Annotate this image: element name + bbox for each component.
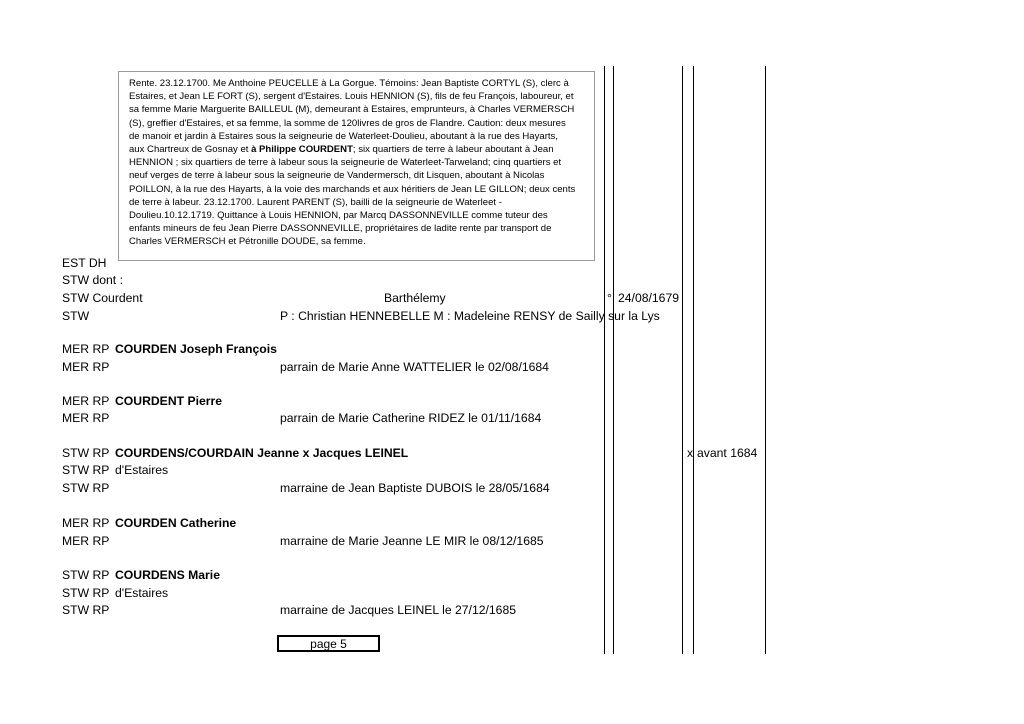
birth-mark: °: [607, 291, 612, 305]
column-rule: [765, 66, 766, 654]
note-line: Rente. 23.12.1700. Me Anthoine PEUCELLE à La Gorgue. Témoins: Jean Baptiste CORTYL (S), clerc à: [129, 78, 569, 89]
entry-detail: marraine de Marie Jeanne LE MIR le 08/12/1685: [280, 534, 544, 548]
entry-detail: parrain de Marie Catherine RIDEZ le 01/11/1684: [280, 411, 542, 425]
entry-origin: d'Estaires: [115, 463, 169, 477]
entry-code: MER RP: [62, 342, 110, 356]
note-line: POILLON, à la rue des Hayarts, à la voie des marchands et aux héritiers de Jean LE GILLON; deux cents: [129, 183, 576, 195]
parents-line: P : Christian HENNEBELLE M : Madeleine RENSY de Sailly sur la Lys: [280, 309, 660, 323]
note-line: Doulieu.10.12.1719. Quittance à Louis HENNION, par Marcq DASSONNEVILLE comme tuteur des: [129, 210, 548, 222]
note-highlight: à Philippe COURDENT: [251, 144, 353, 156]
note-line: de manoir et jardin à Estaires sous la seigneurie de Waterleet-Doulieu, aboutant à la rue des Hayarts,: [129, 130, 558, 142]
entry-code: MER RP: [62, 534, 110, 548]
stw-label: STW: [62, 309, 90, 323]
note-line: neuf verges de terre à labeur sous la seigneurie de Vandermersch, dit Lisquen, aboutant à Nicolas: [129, 170, 545, 182]
entry-name: COURDEN Joseph François: [115, 342, 277, 356]
entry-code: STW RP: [62, 463, 110, 477]
note-line: Charles VERMERSCH et Pétronille DOUDE, sa femme.: [129, 236, 366, 248]
note-line: de terre à labeur. 23.12.1700. Laurent PARENT (S), bailli de la seigneurie de Waterleet -: [129, 196, 502, 208]
note-line: aux Chartreux de Gosnay et à Philippe COURDENT; six quartiers de terre à labeur aboutant à Jean: [129, 144, 554, 156]
entry-detail: marraine de Jacques LEINEL le 27/12/1685: [280, 603, 517, 617]
column-rule: [693, 66, 694, 654]
note-line: Estaires, et Jean LE FORT (S), sergent d'Estaires. Louis HENNION (S), fils de feu François, laboureur, et: [129, 91, 574, 103]
stw-dont-label: STW dont :: [62, 273, 123, 287]
note-line: (S), greffier d'Estaires, et sa femme, la somme de 120livres de gros de Flandre. Caution: deux mesures: [129, 117, 566, 129]
entry-code: STW RP: [62, 603, 110, 617]
column-rule: [682, 66, 683, 654]
page-number: page 5: [310, 637, 347, 651]
note-line: HENNION ; six quartiers de terre à labeur sous la seigneurie de Waterleet-Tarweland; cinq quartiers et: [129, 157, 562, 169]
column-rule: [604, 66, 605, 654]
firstname: Barthélemy: [384, 291, 446, 305]
page-number-box: [277, 635, 380, 652]
entry-detail: marraine de Jean Baptiste DUBOIS le 28/05/1684: [280, 481, 550, 495]
note-line: sa femme Marie Marguerite BAILLEUL (M), demeurant à Estaires, emprunteurs, à Charles VERMERSCH: [129, 104, 575, 116]
entry-name: COURDENS Marie: [115, 568, 220, 582]
stw-courdent-label: STW Courdent: [62, 291, 143, 305]
marriage-mark: x: [687, 446, 694, 460]
entry-code: MER RP: [62, 394, 110, 408]
entry-code: STW RP: [62, 446, 110, 460]
marriage-note: avant 1684: [697, 446, 758, 460]
entry-origin: d'Estaires: [115, 586, 169, 600]
entry-code: STW RP: [62, 586, 110, 600]
column-rule: [613, 66, 614, 654]
entry-code: MER RP: [62, 411, 110, 425]
est-dh-label: EST DH: [62, 256, 107, 270]
entry-code: MER RP: [62, 516, 110, 530]
entry-name: COURDENT Pierre: [115, 394, 223, 408]
notarial-note-box: [118, 71, 595, 261]
entry-name: COURDEN Catherine: [115, 516, 237, 530]
note-line: enfants mineurs de feu Jean Pierre DASSONNEVILLE, propriétaires de ladite rente par transport de: [129, 223, 552, 235]
entry-detail: parrain de Marie Anne WATTELIER le 02/08/1684: [280, 360, 549, 374]
birth-date: 24/08/1679: [618, 291, 679, 305]
entry-name: COURDENS/COURDAIN Jeanne x Jacques LEINEL: [115, 446, 409, 460]
entry-code: STW RP: [62, 568, 110, 582]
entry-code: STW RP: [62, 481, 110, 495]
entry-code: MER RP: [62, 360, 110, 374]
